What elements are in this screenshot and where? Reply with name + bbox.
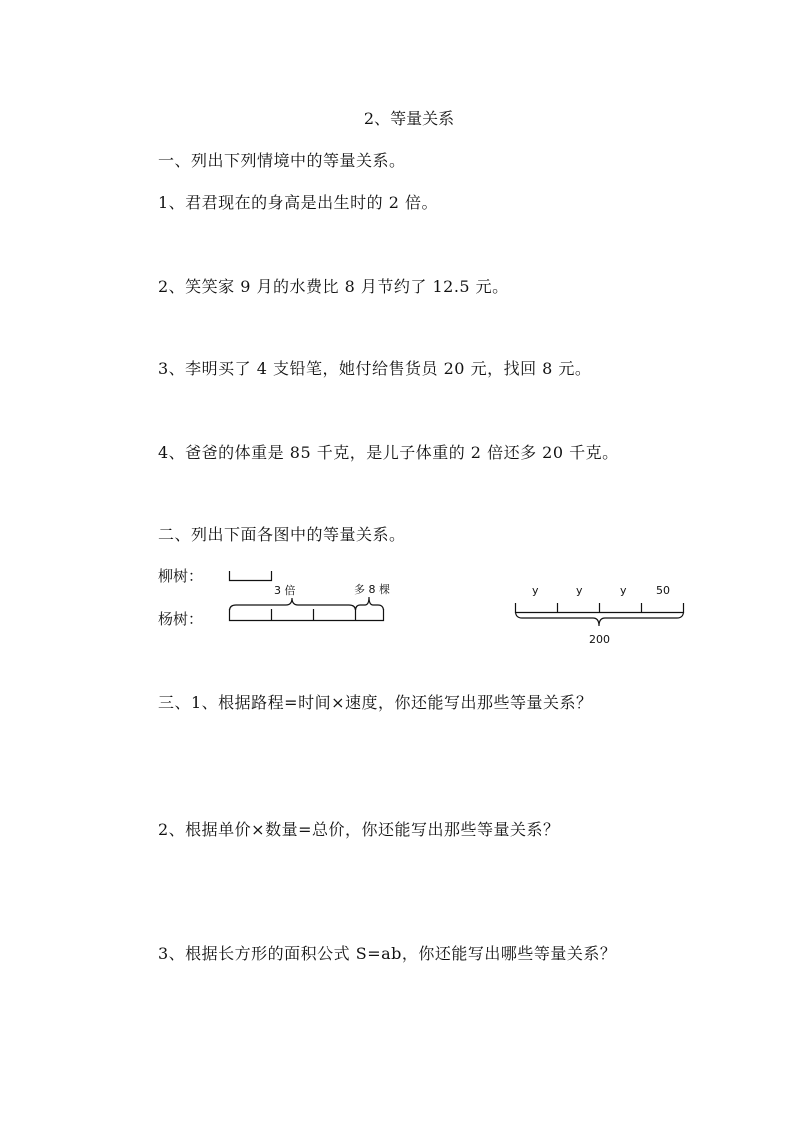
segment-label-4: 50: [656, 584, 670, 597]
section1-heading: 一、列出下列情境中的等量关系。: [158, 151, 406, 170]
extra-label: 多 8 棵: [354, 583, 390, 596]
question-3-1: 三、1、根据路程=时间×速度，你还能写出那些等量关系？: [158, 693, 593, 712]
segment-label-3: y: [620, 584, 627, 597]
segment-diagram: [516, 603, 684, 626]
page-title: 2、等量关系: [363, 109, 455, 128]
question-1-1: 1、君君现在的身高是出生时的 2 倍。: [158, 193, 439, 212]
segment-label-2: y: [576, 584, 583, 597]
poplar-label: 杨树：: [158, 610, 204, 628]
question-1-4: 4、爸爸的体重是 85 千克，是儿子体重的 2 倍还多 20 千克。: [158, 443, 619, 462]
tree-diagram: [230, 571, 384, 621]
question-1-3: 3、李明买了 4 支铅笔，她付给售货员 20 元，找回 8 元。: [158, 359, 592, 378]
question-3-2: 2、根据单价×数量=总价，你还能写出那些等量关系？: [158, 820, 560, 839]
segment-label-1: y: [532, 584, 539, 597]
times-label: 3 倍: [274, 584, 296, 597]
total-label: 200: [589, 633, 610, 646]
willow-label: 柳树：: [158, 567, 204, 585]
question-3-3: 3、根据长方形的面积公式 S=ab，你还能写出哪些等量关系？: [158, 944, 617, 963]
section2-heading: 二、列出下面各图中的等量关系。: [158, 525, 406, 544]
question-1-2: 2、笑笑家 9 月的水费比 8 月节约了 12.5 元。: [158, 277, 509, 296]
